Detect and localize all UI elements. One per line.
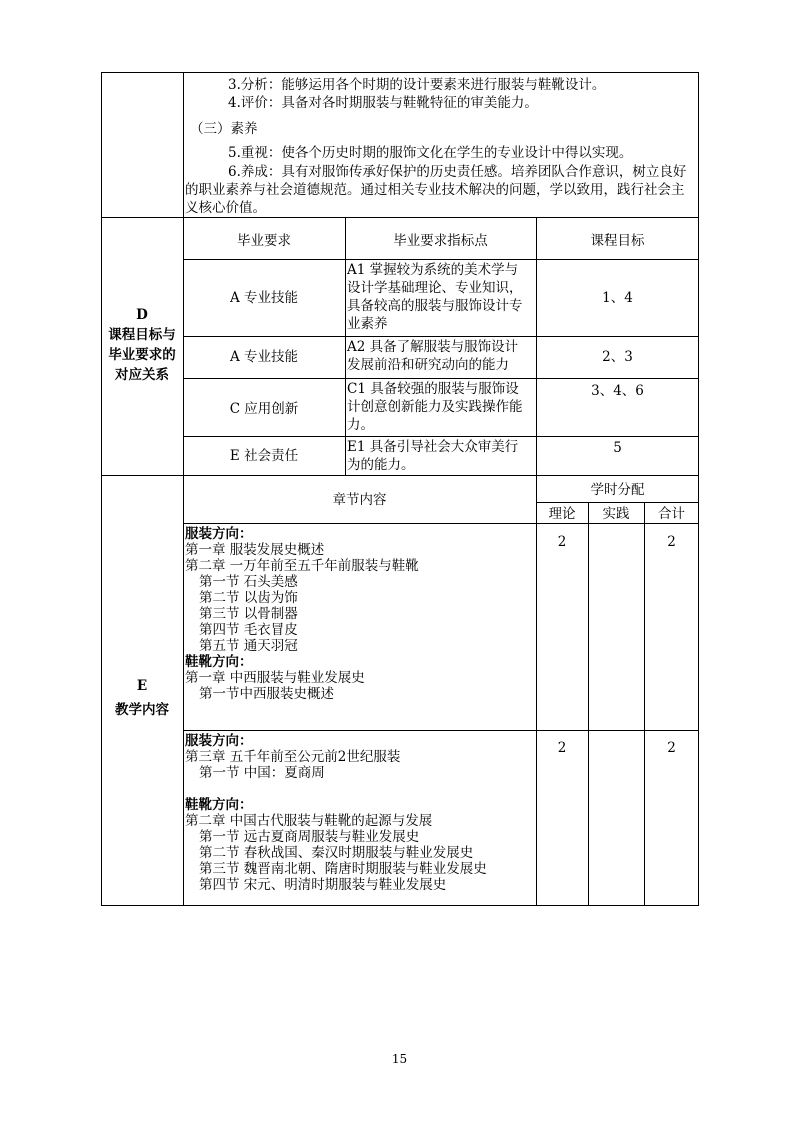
objective-line: 3.分析：能够运用各个时期的设计要素来进行服装与鞋靴设计。 <box>228 77 606 93</box>
divider <box>101 475 699 476</box>
divider <box>588 502 589 906</box>
section-line: 第二节 以齿为饰 <box>199 590 298 606</box>
section-line: 第五节 通天羽冠 <box>199 638 298 654</box>
direction-heading: 鞋靴方向： <box>185 797 253 813</box>
section-line: 第三节 魏晋南北朝、隋唐时期服装与鞋业发展史 <box>199 861 487 877</box>
header-goals: 课程目标 <box>590 233 645 249</box>
section-line: 第二节 春秋战国、秦汉时期服装与鞋业发展史 <box>199 845 474 861</box>
section-title: 毕业要求的 <box>108 347 176 363</box>
section-line: 第四节 宋元、明清时期服装与鞋业发展史 <box>199 877 447 893</box>
header-hours: 学时分配 <box>590 482 645 498</box>
content-block <box>185 526 419 702</box>
divider <box>536 502 699 503</box>
indicator-line: A2 具备了解服装与服饰设计 <box>347 339 519 355</box>
chapter-line: 第二章 一万年前至五千年前服装与鞋靴 <box>185 558 419 574</box>
header-content: 章节内容 <box>332 492 387 508</box>
divider <box>183 336 699 337</box>
header-theory: 理论 <box>548 506 576 522</box>
header-practice: 实践 <box>602 506 630 522</box>
divider <box>183 523 699 524</box>
total-hours: 2 <box>667 534 676 550</box>
page-number: 15 <box>391 1052 408 1066</box>
objective-line: 的职业素养与社会道德规范。通过相关专业技术解决的问题，学以致用，践行社会主 <box>185 182 685 198</box>
section-line: 第一节 中国：夏商周 <box>199 765 325 781</box>
direction-heading: 服装方向： <box>185 733 253 749</box>
objective-line: 6.养成：具有对服饰传承好保护的历史责任感。培养团队合作意识，树立良好 <box>228 164 687 180</box>
direction-heading: 鞋靴方向： <box>185 654 253 670</box>
section-line: 第三节 以骨制器 <box>199 606 298 622</box>
section-line: 第一节 远古夏商周服装与鞋业发展史 <box>199 829 420 845</box>
objective-line: 4.评价：具备对各时期服装与鞋靴特征的审美能力。 <box>228 95 538 111</box>
objective-line: 5.重视：使各个历史时期的服饰文化在学生的专业设计中得以实现。 <box>228 145 633 161</box>
chapter-line: 第三章 五千年前至公元前2世纪服装 <box>185 749 401 765</box>
divider <box>101 217 699 218</box>
requirement-cell: E 社会责任 <box>229 448 299 464</box>
goals-cell: 5 <box>613 440 622 456</box>
goals-cell: 2、3 <box>602 349 633 365</box>
theory-hours: 2 <box>557 534 567 550</box>
goals-cell: 3、4、6 <box>591 383 644 399</box>
header-total: 合计 <box>658 506 685 522</box>
divider <box>183 436 699 437</box>
section-letter: E <box>136 678 148 694</box>
indicator-line: 具备较高的服装与服饰设计专 <box>347 298 523 314</box>
indicator-line: 力。 <box>347 417 374 433</box>
divider <box>183 72 184 906</box>
section-line: 第四节 毛衣冒皮 <box>199 622 298 638</box>
goals-cell: 1、4 <box>602 290 633 306</box>
chapter-line: 第一章 服装发展史概述 <box>185 542 325 558</box>
direction-heading: 服装方向： <box>185 526 253 542</box>
subsection-heading: （三）素养 <box>190 121 258 137</box>
divider <box>644 502 645 906</box>
indicator-line: 为的能力。 <box>347 457 415 473</box>
indicator-line: A1 掌握较为系统的美术学与 <box>347 262 519 278</box>
indicator-line: 业素养 <box>347 316 388 332</box>
requirement-cell: A 专业技能 <box>229 290 299 306</box>
indicator-line: 计创意创新能力及实践操作能 <box>347 399 523 415</box>
section-letter: D <box>136 307 148 323</box>
section-d-label <box>101 305 183 385</box>
section-title: 对应关系 <box>115 367 169 383</box>
total-hours: 2 <box>667 740 676 756</box>
indicator-line: 设计学基础理论、专业知识， <box>347 280 523 296</box>
indicator-line: 发展前沿和研究动向的能力 <box>347 357 509 373</box>
requirement-cell: C 应用创新 <box>229 401 299 417</box>
section-title: 课程目标与 <box>108 327 176 343</box>
section-title: 教学内容 <box>115 702 169 718</box>
header-indicator: 毕业要求指标点 <box>393 233 488 249</box>
indicator-line: E1 具备引导社会大众审美行 <box>347 439 519 455</box>
chapter-line: 第一章 中西服装与鞋业发展史 <box>185 670 365 686</box>
divider <box>183 730 699 731</box>
section-e-label <box>101 676 183 720</box>
section-line: 第一节中西服装史概述 <box>199 686 334 702</box>
objective-line: 义核心价值。 <box>185 200 266 216</box>
indicator-line: C1 具备较强的服装与服饰设 <box>347 381 519 397</box>
requirement-cell: A 专业技能 <box>229 349 299 365</box>
section-line: 第一节 石头美感 <box>199 574 298 590</box>
divider <box>183 378 699 379</box>
blank-line <box>185 781 487 797</box>
divider <box>183 259 699 260</box>
theory-hours: 2 <box>557 740 567 756</box>
header-requirement: 毕业要求 <box>237 233 291 249</box>
chapter-line: 第二章 中国古代服装与鞋靴的起源与发展 <box>185 813 433 829</box>
content-block <box>185 733 487 893</box>
